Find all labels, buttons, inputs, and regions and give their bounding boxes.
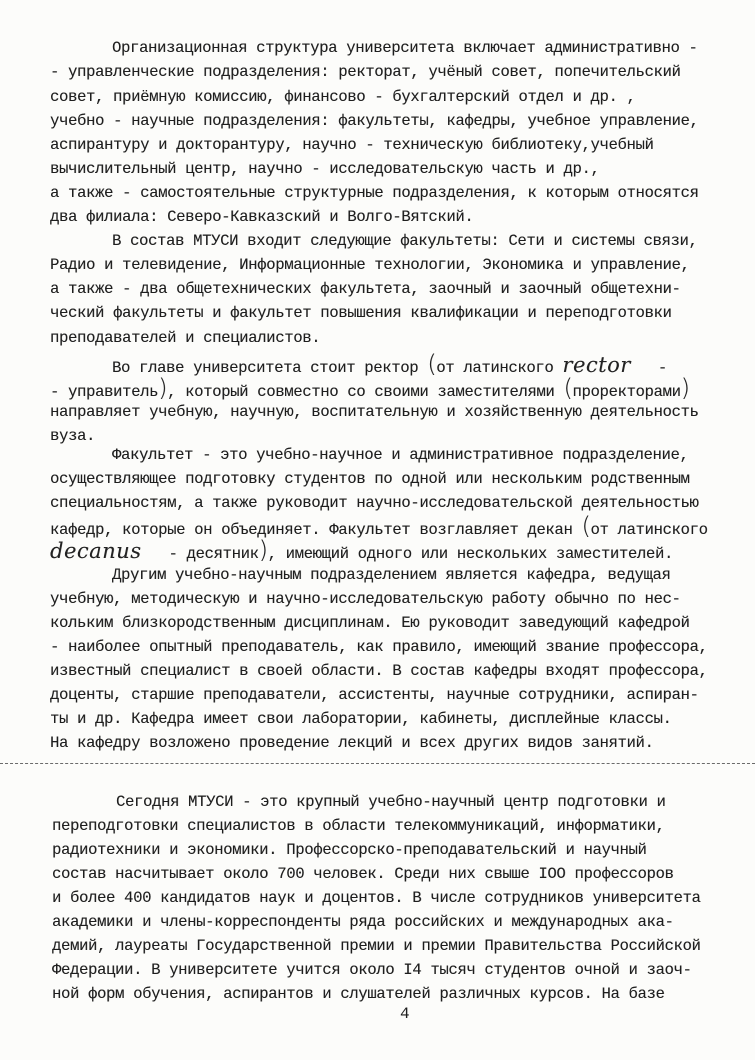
text-span: - десятник — [168, 545, 259, 563]
text-line: академики и члены-корреспонденты ряда российских и международных ака- — [52, 913, 674, 931]
paste-divider — [0, 763, 755, 764]
text-line: Радио и телевидение, Информационные технологии, Экономика и управление, — [50, 256, 690, 274]
text-line: преподавателей и специалистов. — [50, 329, 321, 347]
handwritten-paren: ( — [563, 374, 573, 402]
text-line: Сегодня МТУСИ - это крупный учебно-научный центр подготовки и — [116, 793, 666, 811]
text-span: , который совместно со своими заместителями — [167, 383, 555, 401]
text-line: направляет учебную, научную, воспитательную и хозяйственную деятельность — [50, 403, 699, 421]
handwritten-paren: ( — [427, 350, 437, 378]
handwritten-paren: ( — [581, 512, 591, 540]
text-line: ной форм обучения, аспирантов и слушателей различных курсов. На базе — [52, 985, 665, 1003]
text-line: и более 400 кандидатов наук и доцентов. В числе сотрудников университета — [52, 889, 701, 907]
handwritten-word-decanus: decanus — [50, 539, 142, 563]
handwritten-word-rector: rector — [562, 353, 631, 377]
text-line: радиотехники и экономики. Профессорско-преподавательский и научный — [52, 841, 647, 859]
text-line: демий, лауреаты Государственной премии и премии Правительства Российской — [52, 937, 701, 955]
handwritten-paren: ) — [158, 374, 168, 402]
text-line: состав насчитывает около 700 человек. Среди них свыше IOO профессоров — [52, 865, 674, 883]
text-line: совет, приёмную комиссию, финансово - бухгалтерский отдел и др. , — [50, 88, 636, 106]
text-line: кольким близкородственным дисциплинам. Ею руководит заведующий кафедрой — [50, 614, 690, 632]
text-line: специальностям, а также руководит научно-исследовательской деятельностью — [50, 494, 699, 512]
text-span: от латинского — [436, 359, 554, 377]
text-span: проректорами — [572, 383, 681, 401]
text-line: аспирантуру и докторантуру, научно - техническую библиотеку,учебный — [50, 136, 654, 154]
text-line: переподготовки специалистов в области телекоммуникаций, информатики, — [52, 817, 665, 835]
text-line: вычислительный центр, научно - исследовательскую часть и др., — [50, 160, 600, 178]
text-line: - наиболее опытный преподаватель, как правило, имеющий звание профессора, — [50, 638, 708, 656]
text-line: осуществляющее подготовку студентов по одной или нескольким родственным — [50, 470, 690, 488]
text-span: - — [657, 359, 667, 377]
text-line: Факультет - это учебно-научное и административное подразделение, — [112, 446, 689, 464]
text-span: - управитель — [50, 383, 159, 401]
text-line: ты и др. Кафедра имеет свои лаборатории, кабинеты, дисплейные классы. — [50, 710, 672, 728]
text-line: Федерации. В университете учится около I4 тысяч студентов очной и заоч- — [52, 961, 692, 979]
text-line: В состав МТУСИ входит следующие факультеты: Сети и системы связи, — [112, 232, 698, 250]
text-line: а также - самостоятельные структурные подразделения, к которым относятся — [50, 184, 699, 202]
text-span: , имеющий одного или нескольких заместителей. — [267, 545, 673, 563]
text-line: - управленческие подразделения: ректорат, учёный совет, попечительский — [50, 63, 681, 81]
text-line: Организационная структура университета включает административно - — [112, 39, 698, 57]
text-line: Другим учебно-научным подразделением является кафедра, ведущая — [112, 566, 671, 584]
text-line: вуза. — [50, 427, 96, 445]
text-span: кафедр, которые он объединяет. Факультет возглавляет декан — [50, 521, 573, 539]
text-line: учебную, методическую и научно-исследовательскую работу обычно по нес- — [50, 590, 681, 608]
text-line: доценты, старшие преподаватели, ассистенты, научные сотрудники, аспиран- — [50, 686, 699, 704]
handwritten-paren: ) — [680, 374, 690, 402]
text-line: На кафедру возложено проведение лекций и всех других видов занятий. — [50, 734, 654, 752]
text-line: ческий факультеты и факультет повышения квалификации и переподготовки — [50, 304, 672, 322]
text-line: а также - два общетехнических факультета, заочный и заочный общетехни- — [50, 280, 681, 298]
text-line: учебно - научные подразделения: факультеты, кафедры, учебное управление, — [50, 112, 699, 130]
handwritten-paren: ) — [258, 536, 268, 564]
text-span: Во главе университета стоит ректор — [112, 359, 419, 377]
page-number: 4 — [400, 1005, 410, 1023]
text-line: известный специалист в своей области. В состав кафедры входят профессора, — [50, 662, 708, 680]
text-line: два филиала: Северо-Кавказский и Волго-Вятский. — [50, 208, 474, 226]
text-line — [50, 538, 673, 566]
text-span: от латинского — [590, 521, 708, 539]
